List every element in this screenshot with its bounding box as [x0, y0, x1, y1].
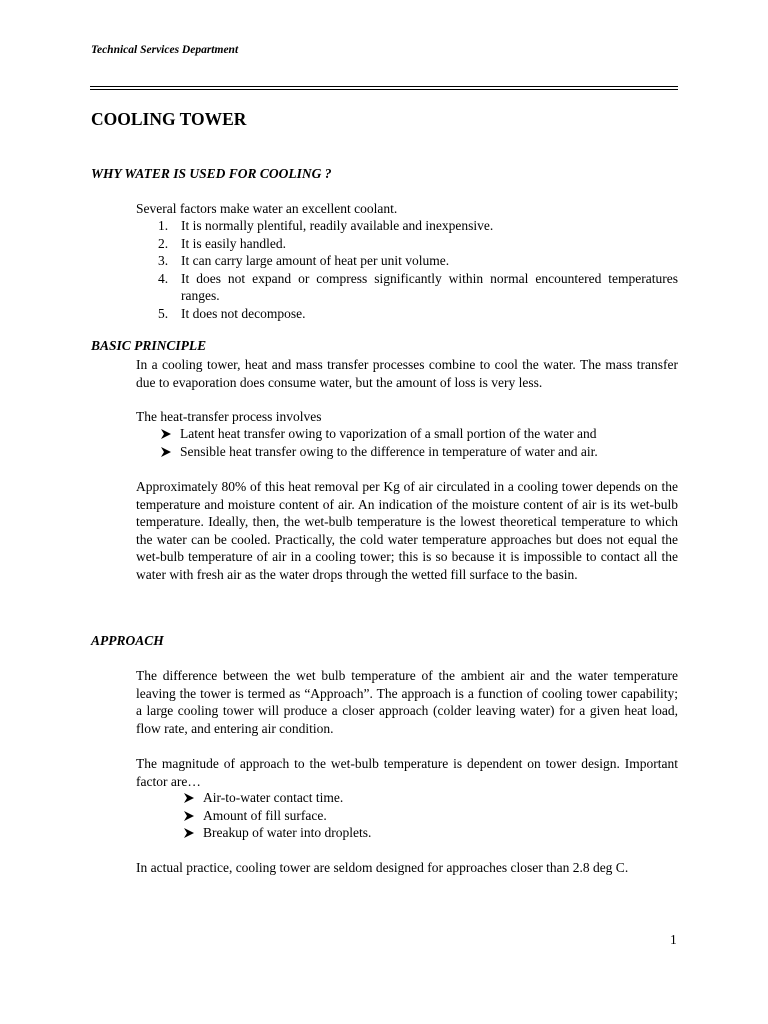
list-item	[182, 789, 678, 807]
arrowhead-bullet-icon	[184, 793, 194, 803]
header-rule-top	[90, 86, 678, 87]
list-item-text: Air-to-water contact time.	[203, 790, 344, 805]
list-item-text: It does not expand or compress significantly within normal encountered temperatures ranges.	[181, 270, 678, 303]
list-item-text: Sensible heat transfer owing to the difference in temperature of water and air.	[180, 443, 598, 459]
page-number: 1	[670, 932, 677, 947]
running-header: Technical Services Department	[91, 44, 239, 56]
list-item-text: It does not decompose.	[181, 305, 306, 321]
list-item	[136, 217, 678, 235]
list-item-text: Breakup of water into droplets.	[203, 825, 372, 840]
list-item	[159, 425, 678, 443]
arrowhead-bullet-icon	[184, 811, 194, 821]
header-rule-bottom	[90, 89, 678, 90]
list-item	[136, 305, 678, 323]
list-item-text: It is easily handled.	[181, 235, 286, 251]
list-item	[159, 443, 678, 461]
section-heading-why-water: WHY WATER IS USED FOR COOLING ?	[91, 166, 332, 181]
approach-para-1: The difference between the wet bulb temperature of the ambient air and the water temperature leaving the tower is termed as “Approach”. The approach is a function of cooling tower capability; a large cooling tower will produce a closer approach (colder leaving water) for a given heat load, flow rate, and entering air condition.	[136, 668, 678, 736]
list-number: 2.	[158, 235, 169, 251]
why-water-list	[136, 217, 678, 322]
approach-para-2: The magnitude of approach to the wet-bulb temperature is dependent on tower design. Important factor are…	[136, 756, 678, 789]
section-heading-basic-principle: BASIC PRINCIPLE	[91, 338, 207, 353]
list-item-text: Latent heat transfer owing to vaporization of a small portion of the water and	[180, 426, 597, 441]
list-number: 5.	[158, 305, 169, 321]
list-item-text: It is normally plentiful, readily available and inexpensive.	[181, 218, 494, 233]
list-number: 4.	[158, 270, 169, 286]
approach-para-3: In actual practice, cooling tower are seldom designed for approaches closer than 2.8 deg C.	[136, 860, 629, 875]
approach-factors-list	[182, 789, 678, 842]
list-item-text: Amount of fill surface.	[203, 807, 327, 823]
list-item	[182, 824, 678, 842]
basic-principle-para-1: In a cooling tower, heat and mass transfer processes combine to cool the water. The mass transfer due to evaporation does consume water, but the amount of loss is very less.	[136, 357, 678, 390]
arrowhead-bullet-icon	[184, 828, 194, 838]
list-item	[136, 252, 678, 270]
heat-transfer-list	[159, 425, 678, 460]
basic-principle-para-2: The heat-transfer process involves	[136, 409, 322, 424]
list-item-text: It can carry large amount of heat per unit volume.	[181, 253, 450, 268]
basic-principle-para-3: Approximately 80% of this heat removal per Kg of air circulated in a cooling tower depends on the temperature and moisture content of air. An indication of the moisture content of air is its wet-bulb temperature. Ideally, then, the wet-bulb temperature is the lowest theoretical temperature to which the water can be cooled. Practically, the cold water temperature approaches but does not equal the wet-bulb temperature of air in a cooling tower; this is so because it is impossible to contact all the water with fresh air as the water drops through the wetted fill surface to the basin.	[136, 479, 678, 582]
section-heading-approach: APPROACH	[91, 633, 164, 648]
arrowhead-bullet-icon	[161, 447, 171, 457]
list-item	[136, 270, 678, 305]
list-number: 3.	[158, 253, 169, 268]
list-number: 1.	[158, 218, 169, 233]
list-item	[136, 235, 678, 253]
arrowhead-bullet-icon	[161, 429, 171, 439]
document-title: COOLING TOWER	[91, 109, 247, 129]
list-item	[182, 807, 678, 825]
why-water-intro: Several factors make water an excellent coolant.	[136, 201, 398, 216]
